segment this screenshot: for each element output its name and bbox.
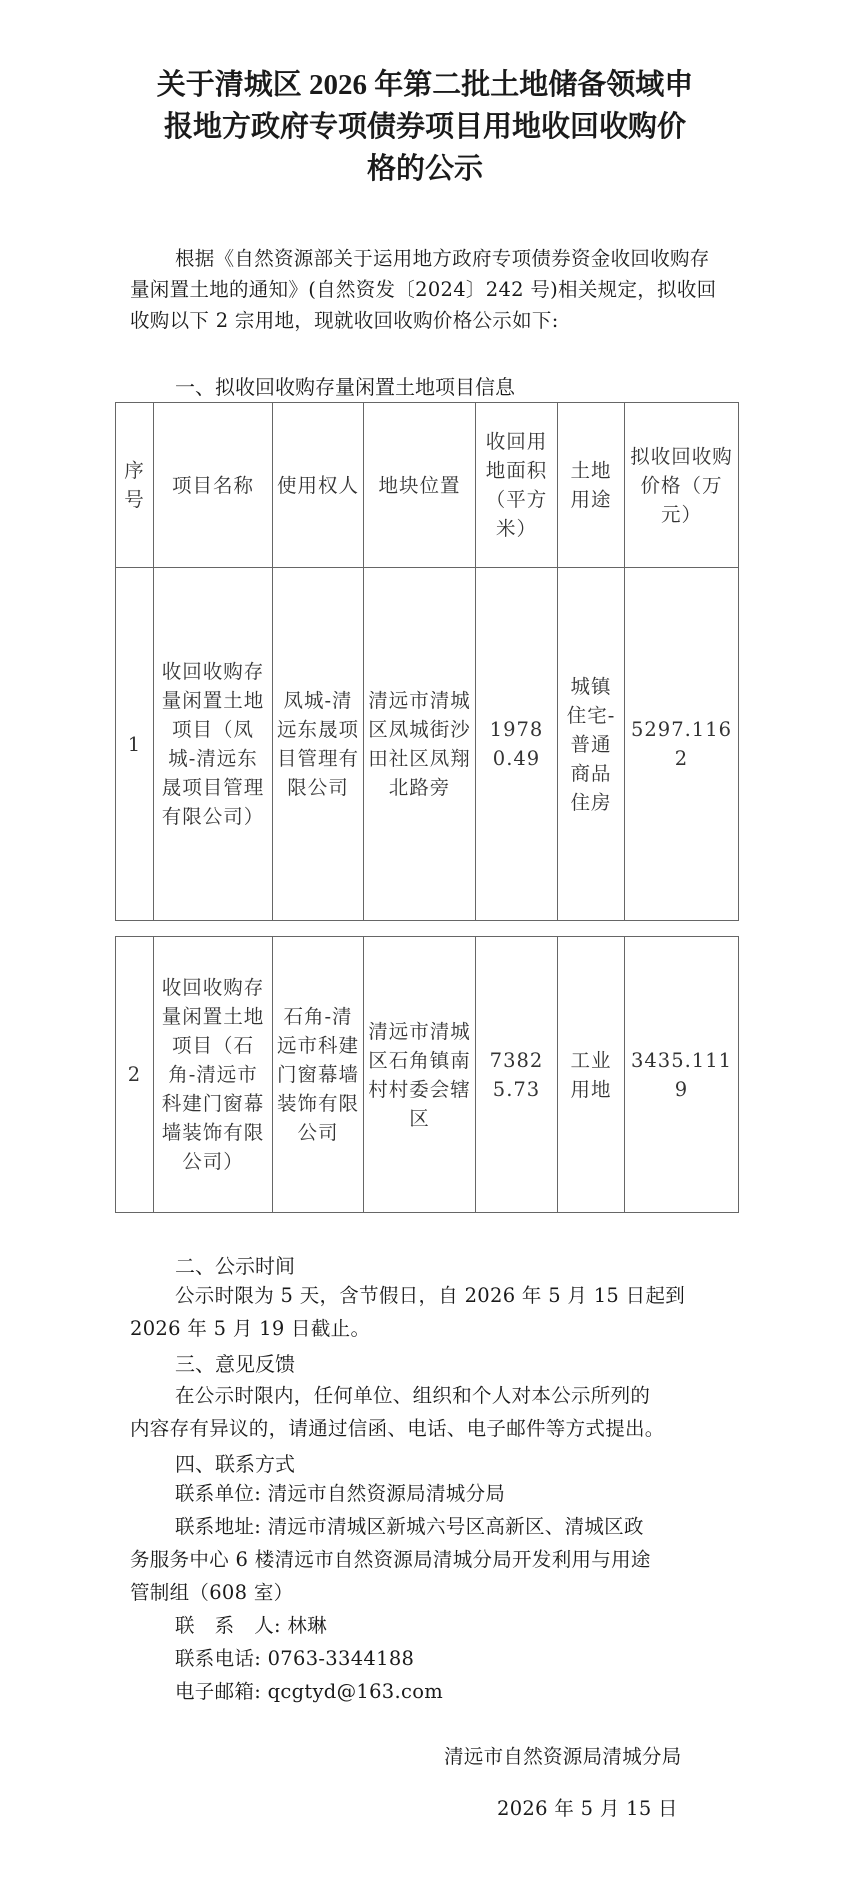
table-cell: 清远市清城区石角镇南村村委会辖区 [364, 937, 476, 1213]
section2-line-1: 公示时限为 5 天，含节假日，自 2026 年 5 月 15 日起到 [175, 1284, 686, 1307]
header-cell: 使用权人 [273, 403, 364, 568]
signature-date: 2026 年 5 月 15 日 [497, 1797, 678, 1820]
table-cell: 73825.73 [476, 937, 558, 1213]
section2-heading: 二、公示时间 [175, 1254, 295, 1278]
table-cell: 收回收购存量闲置土地项目（凤城-清远东晟项目管理有限公司） [154, 568, 273, 921]
header-cell: 拟收回收购价格（万元） [625, 403, 739, 568]
contact-unit: 联系单位: 清远市自然资源局清城分局 [175, 1482, 506, 1505]
document-title [0, 64, 850, 190]
table-row [116, 937, 739, 1213]
signature-org: 清远市自然资源局清城分局 [444, 1745, 682, 1768]
table-cell: 收回收购存量闲置土地项目（石角-清远市科建门窗幕墙装饰有限公司） [154, 937, 273, 1213]
header-cell: 项目名称 [154, 403, 273, 568]
table-cell: 工业用地 [558, 937, 625, 1213]
section1-heading: 一、拟收回收购存量闲置土地项目信息 [175, 375, 515, 399]
table-row [116, 568, 739, 921]
title-line-1: 关于清城区 2026 年第二批土地储备领域申 [156, 69, 694, 101]
table-cell: 城镇住宅-普通商品住房 [558, 568, 625, 921]
table-cell: 5297.1162 [625, 568, 739, 921]
section2-line-2: 2026 年 5 月 19 日截止。 [130, 1317, 371, 1340]
header-cell: 收回用地面积（平方米） [476, 403, 558, 568]
header-cell: 序号 [116, 403, 154, 568]
title-line-2: 报地方政府专项债券项目用地收回收购价 [163, 111, 686, 143]
table-cell: 石角-清远市科建门窗幕墙装饰有限公司 [273, 937, 364, 1213]
contact-phone: 联系电话: 0763-3344188 [175, 1647, 415, 1670]
land-table-row2 [115, 936, 739, 1213]
section4-heading: 四、联系方式 [175, 1452, 295, 1476]
table-cell: 19780.49 [476, 568, 558, 921]
contact-email: 电子邮箱: qcgtyd@163.com [175, 1680, 444, 1703]
contact-person: 联 系 人: 林琳 [175, 1614, 327, 1637]
table-cell: 3435.1119 [625, 937, 739, 1213]
contact-address-line-3: 管制组（608 室） [130, 1581, 294, 1604]
land-table-header-and-row1 [115, 402, 739, 921]
section3-heading: 三、意见反馈 [175, 1352, 295, 1376]
table-header-row [116, 403, 739, 568]
contact-address-line-2: 务服务中心 6 楼清远市自然资源局清城分局开发利用与用途 [130, 1548, 651, 1571]
table-cell: 凤城-清远东晟项目管理有限公司 [273, 568, 364, 921]
header-cell: 土地用途 [558, 403, 625, 568]
header-cell: 地块位置 [364, 403, 476, 568]
table-cell: 1 [116, 568, 154, 921]
section3-line-1: 在公示时限内，任何单位、组织和个人对本公示所列的 [175, 1384, 651, 1407]
table-cell: 清远市清城区凤城街沙田社区凤翔北路旁 [364, 568, 476, 921]
section3-line-2: 内容存有异议的，请通过信函、电话、电子邮件等方式提出。 [130, 1417, 665, 1440]
intro-paragraph: 根据《自然资源部关于运用地方政府专项债券资金收回收购存量闲置土地的通知》(自然资发〔2024〕242 号)相关规定，拟收回收购以下 2 宗用地，现就收回收购价格公示如下: [130, 247, 717, 332]
contact-address-line-1: 联系地址: 清远市清城区新城六号区高新区、清城区政 [175, 1515, 644, 1538]
title-line-3: 格的公示 [366, 153, 483, 185]
table-cell: 2 [116, 937, 154, 1213]
